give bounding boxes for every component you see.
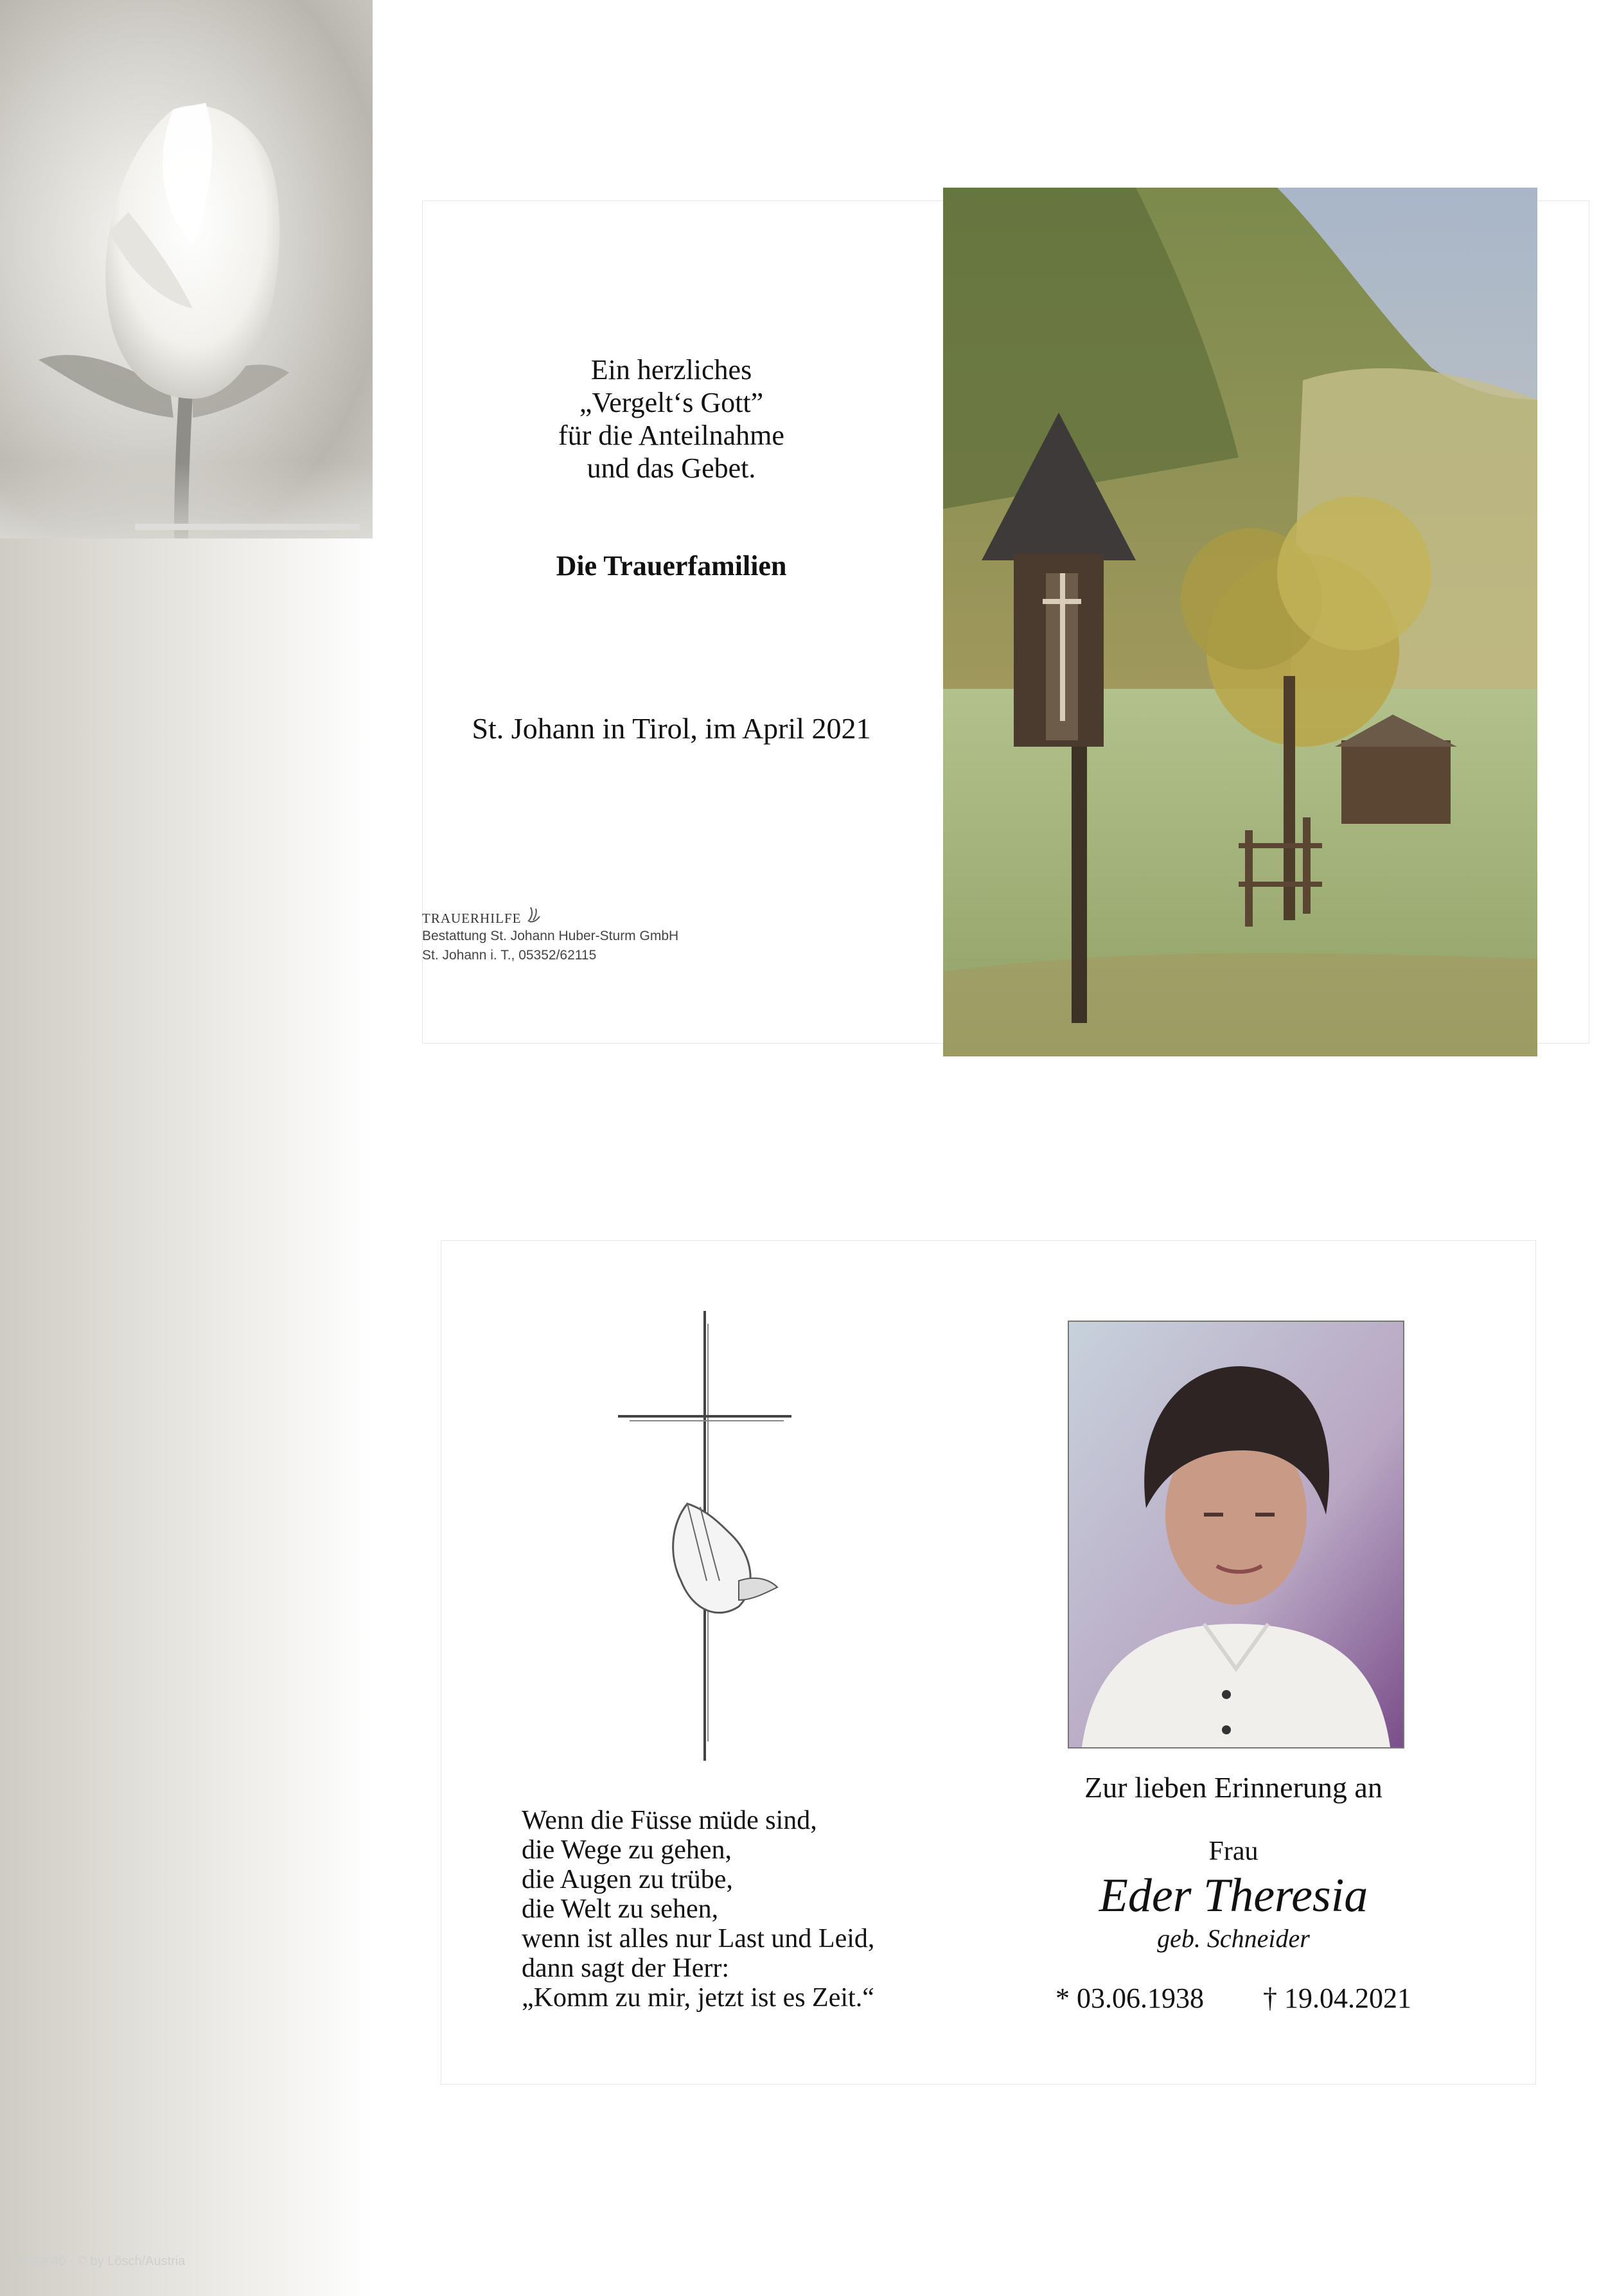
thanks-line: Ein herzliches [590, 354, 752, 386]
poem-line: dann sagt der Herr: [522, 1953, 730, 1983]
portrait-photo [1068, 1321, 1404, 1749]
thanks-line: und das Gebet. [587, 452, 756, 484]
family-signature: Die Trauerfamilien [556, 550, 787, 582]
poem-line: „Komm zu mir, jetzt ist es Zeit.“ [522, 1983, 874, 2013]
memory-heading: Zur lieben Erinnerung an [1084, 1771, 1383, 1804]
poem-line: Wenn die Füsse müde sind, [522, 1806, 817, 1835]
deceased-name: Eder Theresia [1099, 1869, 1368, 1922]
funeral-home-logo [422, 905, 542, 927]
birth-date: * 03.06.1938 [1056, 1982, 1204, 2014]
wayside-cross-photo [943, 188, 1537, 1056]
poem-line: wenn ist alles nur Last und Leid, [522, 1924, 875, 1953]
life-dates [1054, 1982, 1413, 2015]
thanks-text [450, 353, 893, 485]
thanks-line: „Vergelt‘s Gott” [579, 387, 764, 418]
decorative-sidebar [0, 0, 373, 2296]
copyright-footer: Rose 40 · © by Lösch/Austria [18, 2254, 186, 2268]
logo-contact: St. Johann i. T., 05352/62115 [422, 948, 597, 963]
poem-line: die Augen zu trübe, [522, 1865, 733, 1894]
title-frau: Frau [1208, 1837, 1259, 1866]
logo-company: Bestattung St. Johann Huber-Sturm GmbH [422, 929, 679, 943]
logo-name: TRAUERHILFE [422, 911, 522, 926]
poem-line: die Welt zu sehen, [522, 1894, 719, 1924]
thanks-line: für die Anteilnahme [558, 420, 784, 451]
place-date: St. Johann in Tirol, im April 2021 [472, 712, 871, 745]
poem [522, 1806, 874, 2013]
maiden-name: geb. Schneider [1157, 1924, 1310, 1953]
poem-line: die Wege zu gehen, [522, 1835, 732, 1865]
white-rose-image [0, 0, 373, 538]
death-date: † 19.04.2021 [1263, 1982, 1411, 2014]
dove-icon [526, 905, 542, 924]
cross-with-praying-hands-icon [610, 1311, 803, 1767]
